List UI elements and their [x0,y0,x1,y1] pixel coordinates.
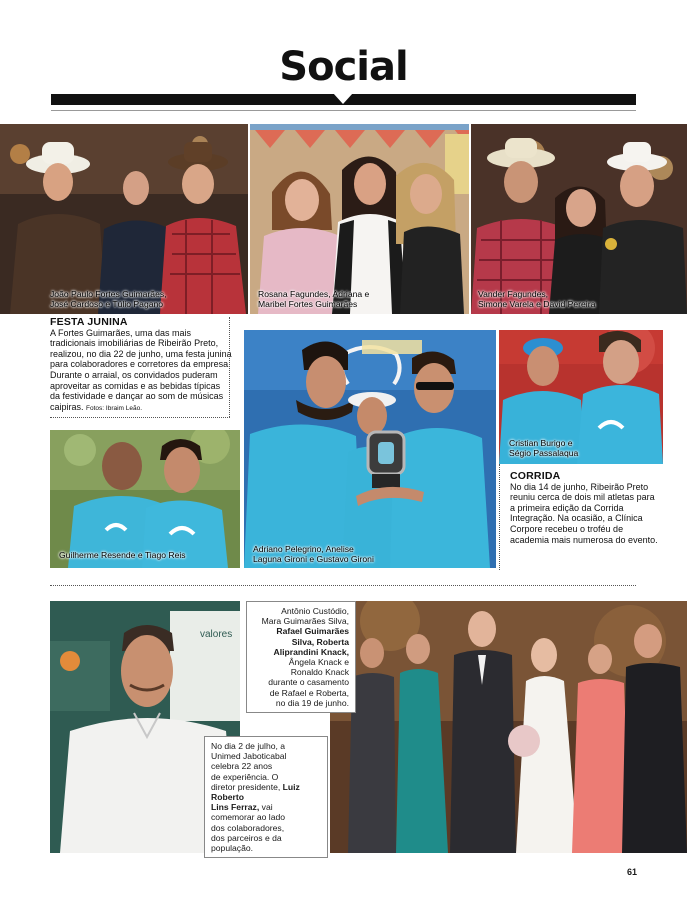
photo-festa-trio-3 [471,124,687,314]
corrida-article [510,471,660,545]
wedding-caption-a: Antônio Custódio, Mara Guimarães Silva, [261,606,349,627]
corrida-divider-vertical [499,464,500,570]
festa-divider-horizontal [50,417,230,418]
corrida-body: No dia 14 de junho, Ribeirão Preto reuniu cerca de dois mil atletas para a primeira edição da Corrida Integração. Na ocasião, a Clínica Corpore recebeu o troféu de academia mais numerosa do evento. [510,481,658,545]
wedding-caption-b: Ângela Knack e Ronaldo Knack durante o casamento de Rafael e Roberta, no dia 19 de junho. [268,657,349,708]
festa-junina-article [50,317,232,414]
wedding-caption-box [246,601,356,713]
unimed-caption-bold: Luiz Roberto Lins Ferraz, [211,781,300,813]
festa-junina-credit: Fotos: Ibraim Leão. [86,404,143,412]
photo-corrida-duo-caption: Guilherme Resende e Tiago Reis [59,550,186,560]
wedding-caption-bold: Rafael Guimarães Silva, Roberta Aliprandini Knack, [273,626,349,657]
unimed-sign-text: valores [200,629,233,640]
photo-corrida-duo [50,430,240,568]
photo-corrida-trophy-caption: Adriano Pelegrino, Anelise Laguna Gironi e Gustavo Gironi [253,544,374,564]
photo-wedding-group [330,601,687,853]
festa-divider-vertical [229,317,230,417]
corrida-heading: CORRIDA [510,470,561,482]
page-title: Social [279,44,408,90]
unimed-caption-a: No dia 2 de julho, a Unimed Jaboticabal celebra 22 anos de experiência. O diretor presidente, [211,741,287,792]
photo-festa-trio-2-caption: Rosana Fagundes, Adriana e Maribel Fortes Guimarães [258,289,370,309]
unimed-caption-box [204,736,328,858]
title-underline [51,110,636,111]
festa-junina-body: A Fortes Guimarães, uma das mais tradicionais imobiliárias de Ribeirão Preto, realizou, no dia 22 de junho, uma festa junina para colaboradores e corretores da empresa. Durante o arraial, os convidados puderam aproveitar as comidas e as bebidas típicas da festividade e dançar ao som de músicas caipiras. [50,327,232,412]
title-bar-notch [333,93,353,104]
unimed-caption-b: vai comemorar ao lado dos colaboradores, dos parceiros e da população. [211,802,286,854]
photo-festa-trio-1-caption: João Paulo Fortes Guimarães, José Cardoso e Túlio Pagano [50,289,167,309]
photo-festa-trio-2 [250,124,469,314]
festa-junina-heading: FESTA JUNINA [50,316,128,328]
page-number: 61 [627,867,638,877]
photo-festa-trio-1 [0,124,248,314]
photo-festa-trio-3-caption: Vander Fagundes, Simone Varela e David Pereira [478,289,596,309]
section-divider [50,585,636,586]
photo-corrida-corpore-caption: Cristian Burigo e Ségio Passalaqua [509,438,579,458]
photo-corrida-trophy [244,330,496,568]
